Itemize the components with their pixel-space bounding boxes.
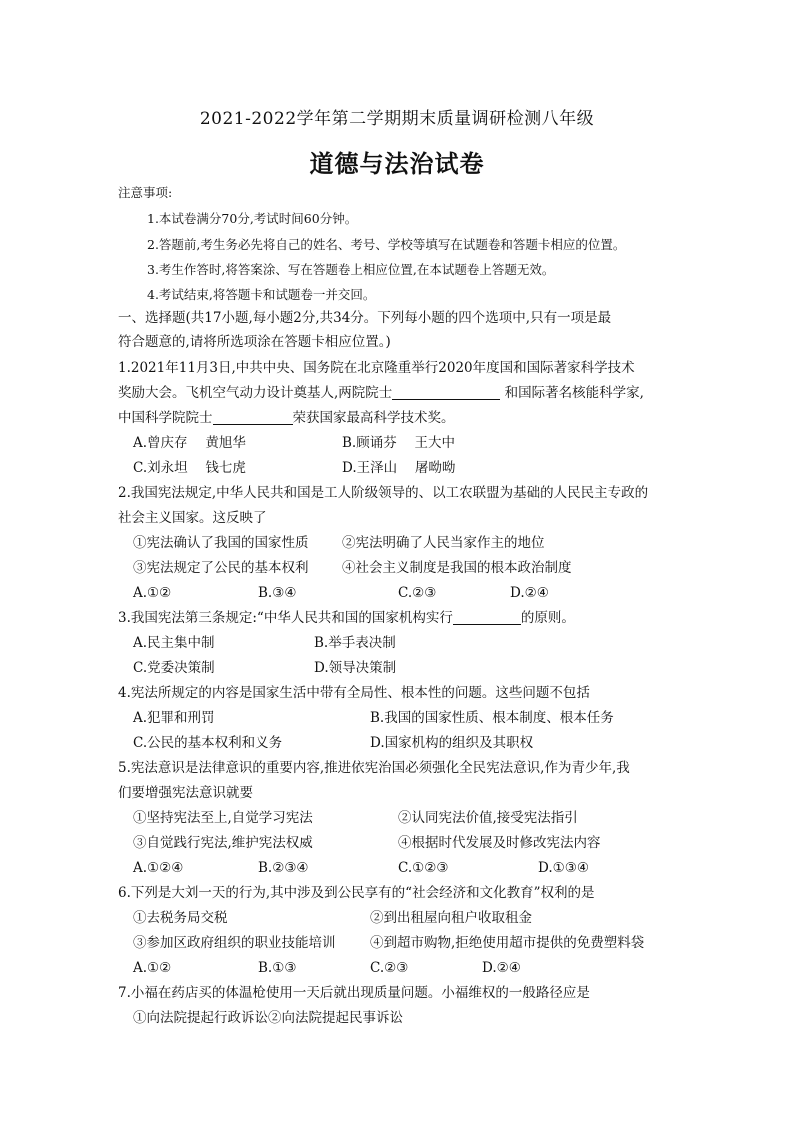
answer-blank (392, 385, 500, 400)
option-a: A.①②④ (133, 860, 184, 876)
option-c: C.②③ (398, 585, 437, 601)
notice-item: 1.本试卷满分70分,考试时间60分钟。 (147, 211, 358, 226)
option-d: D.国家机构的组织及其职权 (370, 735, 534, 751)
statement-1: ①坚持宪法至上,自觉学习宪法 (133, 810, 313, 826)
notice-item: 4.考试结束,将答题卡和试题卷一并交回。 (147, 287, 376, 302)
option-b: B.①③ (258, 960, 297, 976)
option-d: D.①③④ (538, 860, 589, 876)
option-b: B.顾诵芬 王大中 (342, 435, 456, 451)
option-d: D.王泽山 屠呦呦 (342, 460, 456, 476)
statement-4: ④到超市购物,拒绝使用超市提供的免费塑料袋 (370, 935, 645, 951)
option-c: C.党委决策制 (133, 660, 215, 676)
option-a: A.犯罪和刑罚 (133, 710, 215, 726)
option-c: C.②③ (370, 960, 409, 976)
option-b: B.③④ (258, 585, 297, 601)
option-c: C.刘永坦 钱七虎 (133, 460, 246, 476)
option-d: D.②④ (510, 585, 549, 601)
statement-3: ③自觉践行宪法,维护宪法权威 (133, 835, 313, 851)
statement-1: ①向法院提起行政诉讼②向法院提起民事诉讼 (133, 1010, 403, 1026)
notice-item: 2.答题前,考生务必先将自己的姓名、考号、学校等填写在试题卷和答题卡相应的位置。 (147, 237, 626, 252)
statement-2: ②到出租屋向租户收取租金 (370, 910, 532, 926)
option-c: C.①②③ (398, 860, 449, 876)
question-1-stem: 1.2021年11月3日,中共中央、国务院在北京隆重举行2020年度国和国际著家科学技术 (118, 360, 635, 376)
answer-blank (213, 410, 293, 425)
option-d: D.②④ (482, 960, 521, 976)
option-b: B.②③④ (258, 860, 309, 876)
statement-4: ④根据时代发展及时修改宪法内容 (398, 835, 601, 851)
option-b: B.我国的国家性质、根本制度、根本任务 (370, 710, 614, 726)
exam-subtitle: 道德与法治试卷 (309, 149, 485, 178)
question-7-stem: 7.小福在药店买的体温枪使用一天后就出现质量问题。小福维权的一般路径应是 (118, 985, 590, 1001)
statement-1: ①去税务局交税 (133, 910, 228, 926)
option-a: A.民主集中制 (133, 635, 215, 651)
statement-3: ③宪法规定了公民的基本权利 (133, 560, 309, 576)
question-5-stem-line2: 们要增强宪法意识就要 (118, 785, 253, 801)
option-a: A.①② (133, 960, 172, 976)
statement-3: ③参加区政府组织的职业技能培训 (133, 935, 336, 951)
question-1-stem-line2: 奖励大会。飞机空气动力设计奠基人,两院院士 和国际著名核能科学家, (118, 385, 644, 401)
statement-2: ②宪法明确了人民当家作主的地位 (342, 535, 545, 551)
statement-2: ②认同宪法价值,接受宪法指引 (398, 810, 578, 826)
question-1-stem-line3: 中国科学院院士 荣获国家最高科学技术奖。 (118, 410, 455, 426)
section-heading-line1: 一、选择题(共17小题,每小题2分,共34分。下列每小题的四个选项中,只有一项是最 (118, 310, 612, 326)
option-b: B.举手表决制 (314, 635, 396, 651)
question-2-stem: 2.我国宪法规定,中华人民共和国是工人阶级领导的、以工农联盟为基础的人民民主专政的 (118, 485, 649, 501)
exam-title: 2021-2022学年第二学期期末质量调研检测八年级 (199, 109, 595, 129)
question-5-stem: 5.宪法意识是法律意识的重要内容,推进依宪治国必须强化全民宪法意识,作为青少年,我 (118, 760, 630, 776)
statement-1: ①宪法确认了我国的国家性质 (133, 535, 309, 551)
option-a: A.曾庆存 黄旭华 (133, 435, 246, 451)
section-heading-line2: 符合题意的,请将所选项涂在答题卡相应位置。) (118, 334, 391, 350)
answer-blank (453, 610, 521, 625)
option-a: A.①② (133, 585, 172, 601)
question-2-stem-line2: 社会主义国家。这反映了 (118, 510, 267, 526)
question-3-stem: 3.我国宪法第三条规定:“中华人民共和国的国家机构实行 的原则。 (118, 610, 575, 626)
question-4-stem: 4.宪法所规定的内容是国家生活中带有全局性、根本性的问题。这些问题不包括 (118, 685, 590, 701)
option-c: C.公民的基本权利和义务 (133, 735, 283, 751)
statement-4: ④社会主义制度是我国的根本政治制度 (342, 560, 572, 576)
option-d: D.领导决策制 (314, 660, 397, 676)
notice-item: 3.考生作答时,将答案涂、写在答题卷上相应位置,在本试题卷上答题无效。 (147, 262, 555, 277)
question-6-stem: 6.下列是大刘一天的行为,其中涉及到公民享有的“社会经济和文化教育”权利的是 (118, 885, 595, 901)
notice-heading: 注意事项: (118, 185, 173, 200)
